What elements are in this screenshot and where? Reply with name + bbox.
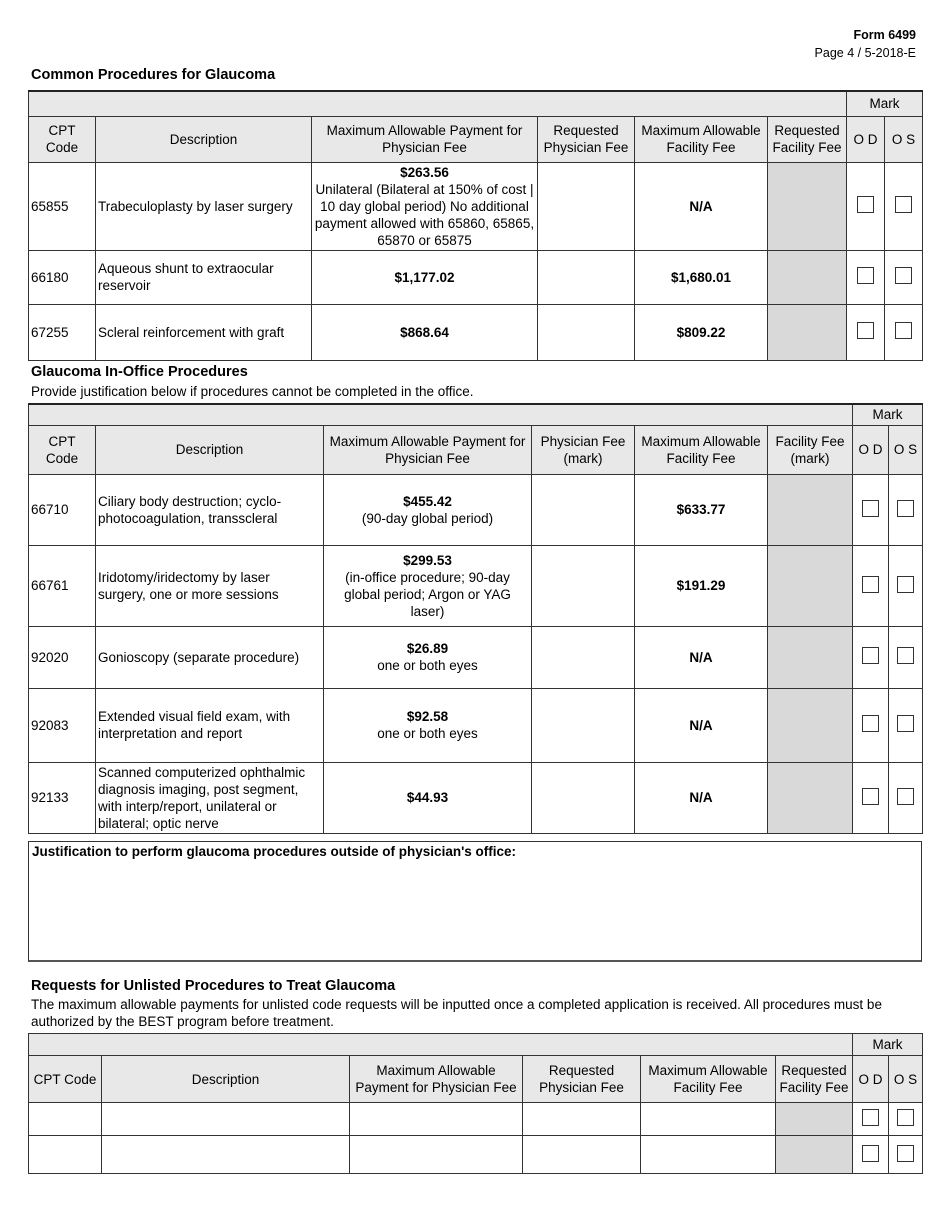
checkbox-od[interactable] — [857, 196, 874, 213]
mark-od-cell — [847, 250, 885, 304]
description — [102, 1136, 350, 1174]
header-spacer — [29, 1034, 853, 1056]
checkbox-os[interactable] — [897, 1145, 914, 1162]
column-header: Description — [96, 425, 324, 474]
mark-od-cell — [853, 1103, 889, 1136]
common-procedures-title: Common Procedures for Glaucoma — [31, 67, 276, 83]
inoffice-procedures-title: Glaucoma In-Office Procedures — [31, 364, 248, 380]
requested-physician-fee-field[interactable] — [532, 545, 635, 626]
physician-fee-amount: $1,177.02 — [394, 269, 455, 285]
mark-os-cell — [889, 762, 923, 833]
table-row — [29, 304, 923, 360]
mark-os-cell — [889, 1103, 923, 1136]
table-row — [29, 762, 923, 833]
checkbox-od[interactable] — [862, 647, 879, 664]
mark-label: Mark — [847, 91, 923, 116]
mark-od-cell — [853, 626, 889, 688]
column-header: Requested Facility Fee — [776, 1056, 853, 1103]
cpt-code: 92083 — [29, 688, 96, 762]
requested-physician-fee-field[interactable] — [532, 762, 635, 833]
checkbox-od[interactable] — [862, 576, 879, 593]
mark-od-cell — [853, 1136, 889, 1174]
checkbox-od[interactable] — [857, 267, 874, 284]
physician-fee-max — [324, 545, 532, 626]
physician-fee-amount: $44.93 — [406, 790, 449, 805]
physician-fee-amount: $26.89 — [406, 641, 449, 656]
column-header-row — [29, 425, 923, 474]
facility-fee-max: $1,680.01 — [635, 250, 768, 304]
column-header: O D — [847, 116, 885, 162]
mark-label: Mark — [853, 404, 923, 425]
header-spacer — [29, 91, 847, 116]
column-header: O S — [889, 425, 923, 474]
requested-facility-fee-field — [776, 1136, 853, 1174]
mark-label: Mark — [853, 1034, 923, 1056]
physician-fee-amount: $455.42 — [403, 493, 452, 509]
mark-od-cell — [847, 162, 885, 250]
requested-facility-fee-field — [768, 162, 847, 250]
requested-physician-fee-field[interactable] — [532, 688, 635, 762]
requested-physician-fee-field[interactable] — [538, 250, 635, 304]
mark-os-cell — [885, 304, 923, 360]
table-row — [29, 545, 923, 626]
justification-field[interactable] — [28, 841, 922, 962]
mark-os-cell — [889, 545, 923, 626]
checkbox-od[interactable] — [862, 1109, 879, 1126]
physician-fee-amount: $868.64 — [400, 324, 449, 340]
column-header: Maximum Allowable Payment for Physician Fee — [350, 1056, 523, 1103]
facility-fee-max — [641, 1103, 776, 1136]
column-header-row — [29, 116, 923, 162]
checkbox-os[interactable] — [895, 267, 912, 284]
requested-facility-fee-field — [768, 626, 853, 688]
physician-fee-amount: $263.56 — [400, 164, 449, 180]
physician-fee-note: Unilateral (Bilateral at 150% of cost | 10 day global period) No additional payment allowed with 65860, 65865, 65870 or 65875 — [314, 181, 535, 248]
column-header: Physician Fee (mark) — [532, 425, 635, 474]
physician-fee-max — [350, 1136, 523, 1174]
requested-physician-fee-field[interactable] — [538, 162, 635, 250]
mark-od-cell — [853, 762, 889, 833]
column-header: CPT Code — [29, 1056, 102, 1103]
cpt-code: 65855 — [29, 162, 96, 250]
checkbox-os[interactable] — [897, 647, 914, 664]
column-header-row — [29, 1056, 923, 1103]
column-header: Maximum Allowable Payment for Physician Fee — [324, 425, 532, 474]
mark-os-cell — [889, 1136, 923, 1174]
facility-fee-max: N/A — [635, 762, 768, 833]
requested-facility-fee-field — [776, 1103, 853, 1136]
mark-od-cell — [853, 545, 889, 626]
checkbox-os[interactable] — [897, 576, 914, 593]
mark-os-cell — [885, 250, 923, 304]
physician-fee-amount: $92.58 — [406, 709, 449, 724]
column-header: Maximum Allowable Facility Fee — [635, 116, 768, 162]
cpt-code: 92133 — [29, 762, 96, 833]
requested-physician-fee-field[interactable] — [523, 1136, 641, 1174]
cpt-code: 67255 — [29, 304, 96, 360]
header-spacer — [29, 404, 853, 425]
description: Iridotomy/iridectomy by laser surgery, one or more sessions — [96, 545, 324, 626]
mark-od-cell — [853, 474, 889, 545]
requested-facility-fee-field — [768, 545, 853, 626]
physician-fee-max — [350, 1103, 523, 1136]
physician-fee-note: (in-office procedure; 90-day global period; Argon or YAG laser) — [344, 569, 511, 619]
column-header: Description — [96, 116, 312, 162]
requested-facility-fee-field — [768, 762, 853, 833]
description: Ciliary body destruction; cyclo-photocoagulation, transscleral — [96, 474, 324, 545]
description — [102, 1103, 350, 1136]
table-row — [29, 162, 923, 250]
inoffice-procedures-subtitle: Provide justification below if procedures cannot be completed in the office. — [31, 384, 474, 399]
checkbox-os[interactable] — [897, 715, 914, 732]
mark-os-cell — [889, 688, 923, 762]
column-header: Maximum Allowable Facility Fee — [641, 1056, 776, 1103]
checkbox-os[interactable] — [897, 788, 914, 805]
physician-fee-max — [312, 304, 538, 360]
unlisted-procedures-title: Requests for Unlisted Procedures to Treat Glaucoma — [31, 978, 396, 994]
facility-fee-max: N/A — [635, 162, 768, 250]
cpt-code: 66180 — [29, 250, 96, 304]
mark-os-cell — [885, 162, 923, 250]
physician-fee-max — [324, 474, 532, 545]
column-header: Maximum Allowable Payment for Physician Fee — [312, 116, 538, 162]
description: Extended visual field exam, with interpretation and report — [96, 688, 324, 762]
physician-fee-note: one or both eyes — [377, 726, 478, 741]
facility-fee-max — [641, 1136, 776, 1174]
table-row — [29, 1136, 923, 1174]
column-header: O S — [885, 116, 923, 162]
cpt-code: 66761 — [29, 545, 96, 626]
inoffice-procedures-table — [28, 403, 923, 834]
physician-fee-max — [312, 250, 538, 304]
cpt-code: 92020 — [29, 626, 96, 688]
table-row — [29, 250, 923, 304]
column-header: O D — [853, 425, 889, 474]
facility-fee-max: N/A — [635, 626, 768, 688]
column-header: Facility Fee (mark) — [768, 425, 853, 474]
checkbox-os[interactable] — [897, 500, 914, 517]
table-row — [29, 474, 923, 545]
column-header: O D — [853, 1056, 889, 1103]
requested-physician-fee-field[interactable] — [532, 474, 635, 545]
facility-fee-max: $191.29 — [635, 545, 768, 626]
column-header: Requested Facility Fee — [768, 116, 847, 162]
description: Gonioscopy (separate procedure) — [96, 626, 324, 688]
checkbox-od[interactable] — [862, 500, 879, 517]
physician-fee-max — [312, 162, 538, 250]
mark-od-cell — [853, 688, 889, 762]
physician-fee-note: (90-day global period) — [361, 510, 494, 526]
table-row — [29, 626, 923, 688]
column-header: CPT Code — [29, 425, 96, 474]
common-procedures-table — [28, 90, 923, 361]
requested-facility-fee-field — [768, 250, 847, 304]
physician-fee-max — [324, 762, 532, 833]
description: Scanned computerized ophthalmic diagnosis imaging, post segment, with interp/report, unilateral or bilateral; optic nerve — [96, 762, 324, 833]
physician-fee-max — [324, 626, 532, 688]
facility-fee-max: N/A — [635, 688, 768, 762]
cpt-code — [29, 1103, 102, 1136]
column-header: Maximum Allowable Facility Fee — [635, 425, 768, 474]
physician-fee-max — [324, 688, 532, 762]
checkbox-od[interactable] — [862, 788, 879, 805]
description: Aqueous shunt to extraocular reservoir — [96, 250, 312, 304]
column-header: Requested Physician Fee — [523, 1056, 641, 1103]
page-number: Page 4 / 5-2018-E — [814, 46, 916, 60]
column-header: Description — [102, 1056, 350, 1103]
cpt-code — [29, 1136, 102, 1174]
requested-facility-fee-field — [768, 688, 853, 762]
requested-physician-fee-field[interactable] — [538, 304, 635, 360]
mark-os-cell — [889, 474, 923, 545]
checkbox-os[interactable] — [895, 322, 912, 339]
mark-header-row — [29, 404, 923, 425]
table-row — [29, 1103, 923, 1136]
table-row — [29, 688, 923, 762]
unlisted-procedures-subtitle: The maximum allowable payments for unlisted code requests will be inputted once a completed application is received. All procedures must be authorized by the BEST program before treatment. — [31, 997, 882, 1029]
cpt-code: 66710 — [29, 474, 96, 545]
column-header: Requested Physician Fee — [538, 116, 635, 162]
checkbox-od[interactable] — [862, 715, 879, 732]
physician-fee-note: one or both eyes — [377, 658, 478, 673]
checkbox-os[interactable] — [897, 1109, 914, 1126]
mark-od-cell — [847, 304, 885, 360]
mark-header-row — [29, 91, 923, 116]
mark-os-cell — [889, 626, 923, 688]
physician-fee-amount: $299.53 — [403, 552, 452, 568]
form-number: Form 6499 — [853, 28, 916, 42]
checkbox-od[interactable] — [862, 1145, 879, 1162]
column-header: O S — [889, 1056, 923, 1103]
description: Trabeculoplasty by laser surgery — [96, 162, 312, 250]
facility-fee-max: $633.77 — [635, 474, 768, 545]
checkbox-os[interactable] — [895, 196, 912, 213]
checkbox-od[interactable] — [857, 322, 874, 339]
justification-label: Justification to perform glaucoma procedures outside of physician's office: — [32, 844, 517, 859]
requested-physician-fee-field[interactable] — [523, 1103, 641, 1136]
requested-facility-fee-field — [768, 304, 847, 360]
requested-physician-fee-field[interactable] — [532, 626, 635, 688]
unlisted-procedures-table — [28, 1033, 923, 1174]
column-header: CPT Code — [29, 116, 96, 162]
mark-header-row — [29, 1034, 923, 1056]
description: Scleral reinforcement with graft — [96, 304, 312, 360]
facility-fee-max: $809.22 — [635, 304, 768, 360]
requested-facility-fee-field — [768, 474, 853, 545]
